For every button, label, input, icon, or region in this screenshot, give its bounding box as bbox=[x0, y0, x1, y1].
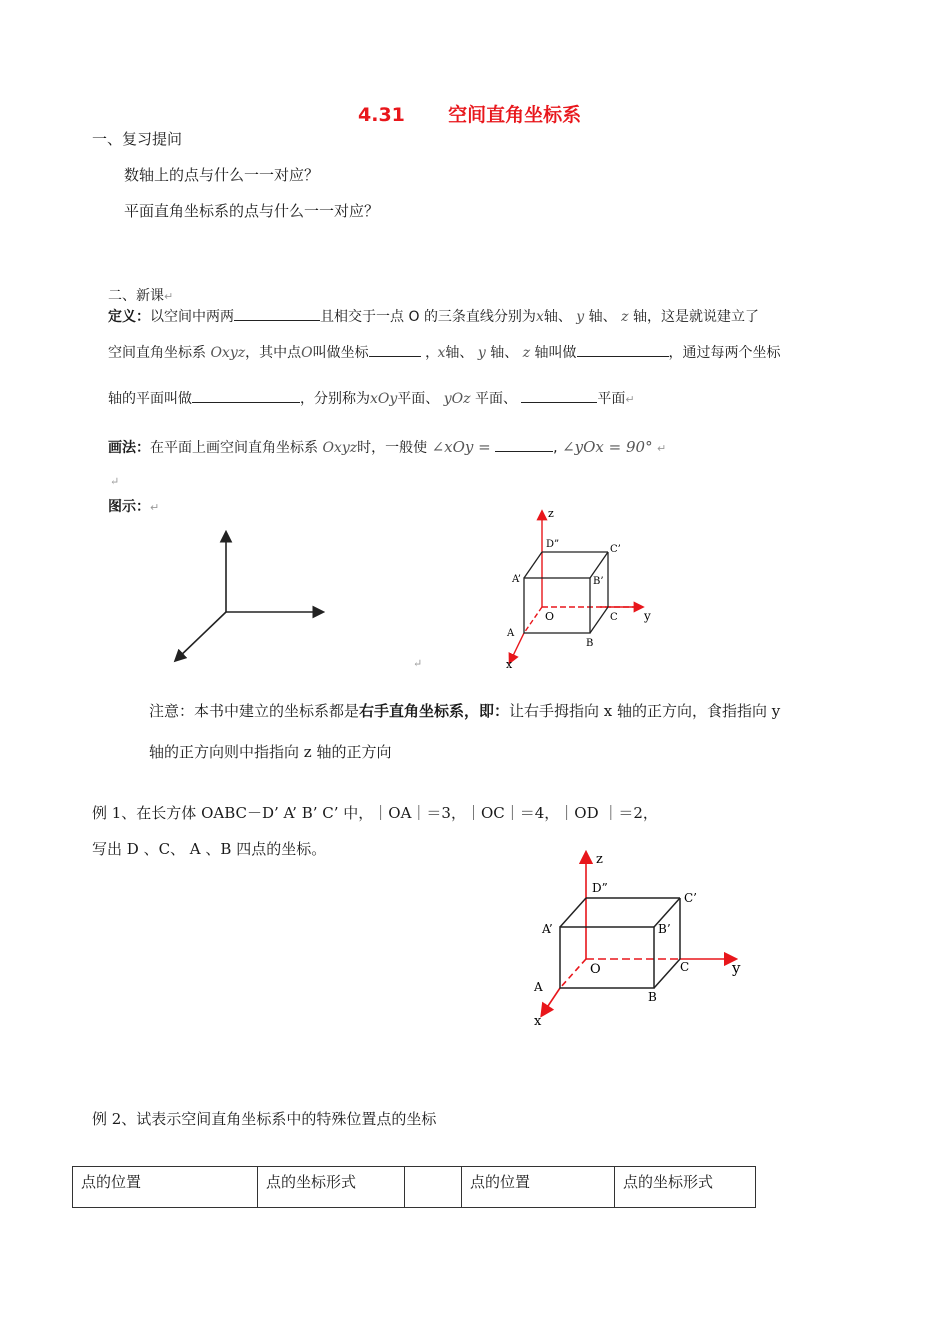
section2-heading: 二、新课↵ bbox=[108, 288, 174, 304]
label-o: O bbox=[590, 962, 601, 977]
table-row bbox=[73, 1167, 756, 1208]
label-z: z bbox=[596, 852, 603, 867]
blank-angle[interactable] bbox=[495, 437, 553, 452]
small-cuboid-figure bbox=[500, 500, 670, 670]
blank-third-plane[interactable] bbox=[521, 388, 597, 403]
table-header-cell: 点的位置 bbox=[462, 1167, 615, 1208]
definition-line-2: 空间直角坐标系 Oxyz，其中点O叫做坐标 ， x轴、 y 轴、 z 轴叫做 ，通过每两个坐标 bbox=[108, 342, 781, 362]
label-c-prime: C’ bbox=[610, 544, 621, 555]
paragraph-mark: ↵ bbox=[413, 657, 423, 670]
label-y: y bbox=[644, 609, 651, 623]
blank-perpendicular[interactable] bbox=[234, 306, 320, 321]
x-axis-hidden bbox=[560, 959, 586, 988]
title-number: 4.31 bbox=[358, 104, 405, 126]
label-d-prime: D” bbox=[592, 881, 608, 895]
label-a-prime: A’ bbox=[512, 574, 521, 585]
note-line-2: 轴的正方向则中指指向 z 轴的正方向 bbox=[149, 743, 392, 761]
section1-heading: 一、复习提问 bbox=[92, 130, 183, 148]
label-y: y bbox=[732, 959, 741, 977]
title-text: 空间直角坐标系 bbox=[448, 104, 582, 126]
x-axis-hidden bbox=[524, 607, 542, 633]
table-header-cell bbox=[405, 1167, 462, 1208]
x-axis bbox=[542, 988, 560, 1015]
definition-line-1: 定义：以空间中两两 且相交于一点 O 的三条直线分别为x轴、 y 轴、 z 轴，这是就说建立了 bbox=[108, 306, 759, 326]
label-b-prime: B’ bbox=[593, 576, 604, 587]
label-d-prime: D” bbox=[546, 539, 560, 550]
label-a: A bbox=[507, 628, 515, 639]
definition-label: 定义： bbox=[108, 309, 150, 325]
table-header-cell: 点的坐标形式 bbox=[258, 1167, 405, 1208]
label-a: A bbox=[534, 980, 543, 994]
table-header-cell: 点的位置 bbox=[73, 1167, 258, 1208]
table-header-cell: 点的坐标形式 bbox=[615, 1167, 756, 1208]
label-b-prime: B’ bbox=[658, 922, 671, 936]
example1-line-1: 例 1、在长方体 OABC－D’ A’ B’ C’ 中，｜OA｜＝3，｜OC｜＝4，｜OD ｜＝2， bbox=[92, 804, 658, 822]
blank-origin[interactable] bbox=[369, 342, 421, 357]
label-x: x bbox=[534, 1014, 542, 1029]
review-question-1: 数轴上的点与什么一一对应？ bbox=[124, 166, 320, 184]
page-title bbox=[358, 100, 581, 127]
label-c: C bbox=[610, 612, 618, 623]
label-b: B bbox=[586, 638, 594, 649]
oblique-axis bbox=[176, 612, 226, 660]
front-face bbox=[560, 927, 654, 988]
label-o: O bbox=[545, 610, 555, 623]
label-z: z bbox=[548, 507, 554, 520]
label-x: x bbox=[506, 658, 513, 670]
method-label: 画法： bbox=[108, 440, 150, 456]
label-b: B bbox=[648, 990, 657, 1004]
label-c: C bbox=[680, 960, 690, 974]
blank-coordinate-planes[interactable] bbox=[192, 388, 300, 403]
example1-line-2: 写出 D 、C、 A 、B 四点的坐标。 bbox=[92, 840, 327, 858]
label-c-prime: C’ bbox=[684, 891, 697, 905]
label-a-prime: A’ bbox=[542, 922, 553, 936]
review-question-2: 平面直角坐标系的点与什么一一对应？ bbox=[124, 202, 380, 220]
example2-line: 例 2、试表示空间直角坐标系中的特殊位置点的坐标 bbox=[92, 1110, 437, 1128]
figure-label: 图示：↵ bbox=[108, 499, 160, 515]
large-cuboid-figure bbox=[520, 845, 760, 1030]
blank-axes[interactable] bbox=[577, 342, 669, 357]
front-face bbox=[524, 578, 590, 633]
definition-line-3: 轴的平面叫做 ，分别称为xOy平面、 yOz 平面、 平面↵ bbox=[108, 388, 635, 408]
note-line-1: 注意：本书中建立的坐标系都是右手直角坐标系，即：让右手拇指向 x 轴的正方向，食指指向 y bbox=[149, 702, 781, 720]
method-line: 画法：在平面上画空间直角坐标系 Oxyz时，一般使 ∠xOy = , ∠yOx = 90° ↵ bbox=[108, 438, 667, 456]
axes-sketch-figure bbox=[165, 525, 335, 670]
special-points-table bbox=[72, 1166, 756, 1208]
paragraph-mark: ↵ bbox=[110, 475, 120, 488]
